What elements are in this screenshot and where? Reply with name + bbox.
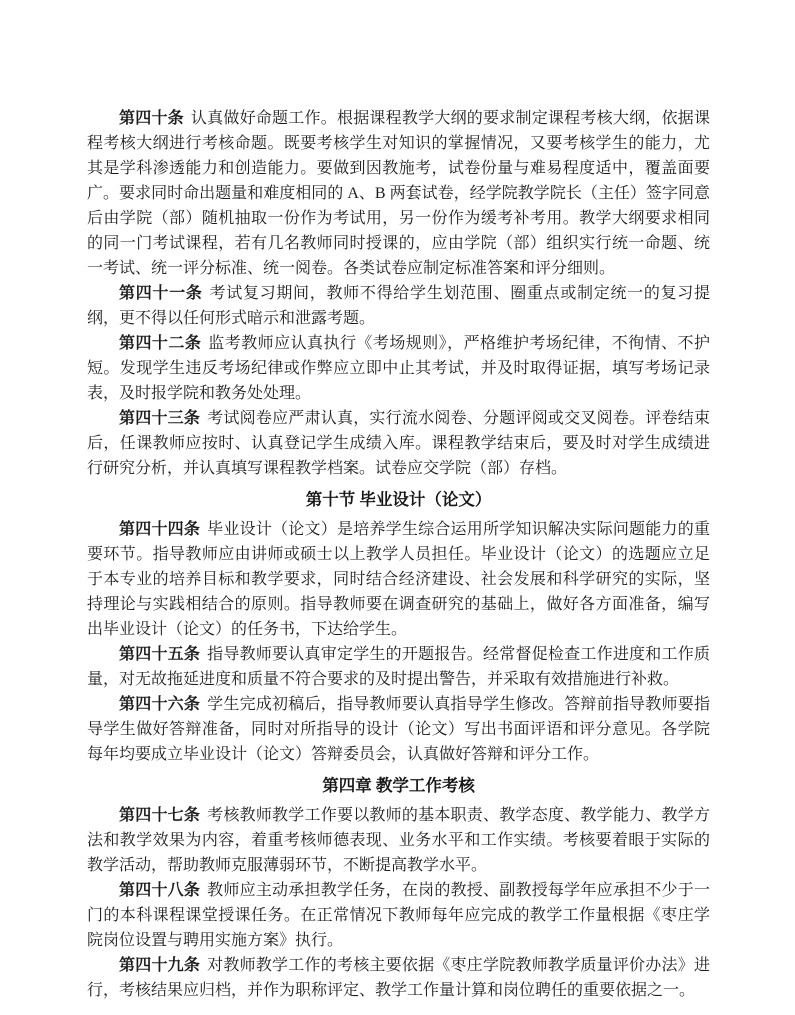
article-text: 学生完成初稿后，指导教师要认真指导学生修改。答辩前指导教师要指导学生做好答辩准备，同时对所指导的设计（论文）写出书面评语和评分意见。各学院每年均要成立毕业设计（论文）答辩委员会，认真做好答辩和评分工作。 [87, 696, 710, 763]
article-paragraph [87, 106, 710, 281]
article-number: 第四十九条 [119, 957, 201, 974]
article-paragraph [87, 953, 710, 1003]
article-number: 第四十七条 [119, 807, 201, 824]
article-text: 考试阅卷应严肃认真，实行流水阅卷、分题评阅或交叉阅卷。评卷结束后，任课教师应按时、认真登记学生成绩入库。课程教学结束后，要及时对学生成绩进行研究分析，并认真填写课程教学档案。试卷应交学院（部）存档。 [87, 410, 710, 477]
article-text: 认真做好命题工作。根据课程教学大纲的要求制定课程考核大纲，依据课程考核大纲进行考核命题。既要考核学生对知识的掌握情况，又要考核学生的能力，尤其是学科渗透能力和创造能力。要做到因教施考，试卷份量与难易程度适中，覆盖面要广。要求同时命出题量和难度相同的 A、B 两套试卷，经学院教学院长（主任）签字同意后由学院（部）随机抽取一份作为考试用，另一份作为缓考补考用。教学大纲要求相同的同一门考试课程，若有几名教师同时授课的，应由学院（部）组织实行统一命题、统一考试、统一评分标准、统一阅卷。各类试卷应制定标准答案和评分细则。 [87, 110, 710, 277]
article-paragraph [87, 878, 710, 953]
article-text: 监考教师应认真执行《考场规则》，严格维护考场纪律，不徇情、不护短。发现学生违反考场纪律或作弊应立即中止其考试，并及时取得证据，填写考场记录表，及时报学院和教务处处理。 [87, 335, 710, 402]
article-paragraph [87, 517, 710, 642]
article-number: 第四十五条 [119, 646, 201, 663]
article-number: 第四十四条 [119, 521, 201, 538]
article-text: 毕业设计（论文）是培养学生综合运用所学知识解决实际问题能力的重要环节。指导教师应由讲师或硕士以上教学人员担任。毕业设计（论文）的选题应立足于本专业的培养目标和教学要求，同时结合经济建设、社会发展和科学研究的实际，坚持理论与实践相结合的原则。指导教师要在调查研究的基础上，做好各方面准备，编写出毕业设计（论文）的任务书，下达给学生。 [87, 521, 710, 638]
article-number: 第四十一条 [119, 285, 203, 302]
article-text: 教师应主动承担教学任务，在岗的教授、副教授每学年应承担不少于一门的本科课程课堂授课任务。在正常情况下教师每年应完成的教学工作量根据《枣庄学院岗位设置与聘用实施方案》执行。 [87, 882, 710, 949]
article-number: 第四十二条 [119, 335, 202, 352]
article-paragraph [87, 692, 710, 767]
article-number: 第四十六条 [119, 696, 201, 713]
document-content [87, 106, 710, 1003]
article-number: 第四十八条 [119, 882, 201, 899]
article-text: 考试复习期间，教师不得给学生划范围、圈重点或制定统一的复习提纲，更不得以任何形式暗示和泄露考题。 [87, 285, 710, 327]
article-text: 对教师教学工作的考核主要依据《枣庄学院教师教学质量评价办法》进行，考核结果应归档，并作为职称评定、教学工作量计算和岗位聘任的重要依据之一。 [87, 957, 710, 999]
chapter-heading: 第四章 教学工作考核 [322, 776, 475, 795]
section-heading: 第十节 毕业设计（论文） [305, 490, 492, 509]
article-text: 考核教师教学工作要以教师的基本职责、教学态度、教学能力、教学方法和教学效果为内容，着重考核师德表现、业务水平和工作实绩。考核要着眼于实际的教学活动，帮助教师克服薄弱环节，不断提高教学水平。 [87, 807, 710, 874]
article-text: 指导教师要认真审定学生的开题报告。经常督促检查工作进度和工作质量，对无故拖延进度和质量不符合要求的及时提出警告，并采取有效措施进行补救。 [87, 646, 710, 688]
article-number: 第四十条 [119, 110, 184, 127]
article-number: 第四十三条 [119, 410, 201, 427]
article-paragraph [87, 642, 710, 692]
article-paragraph [87, 406, 710, 481]
article-paragraph [87, 281, 710, 331]
article-paragraph [87, 803, 710, 878]
article-paragraph [87, 331, 710, 406]
